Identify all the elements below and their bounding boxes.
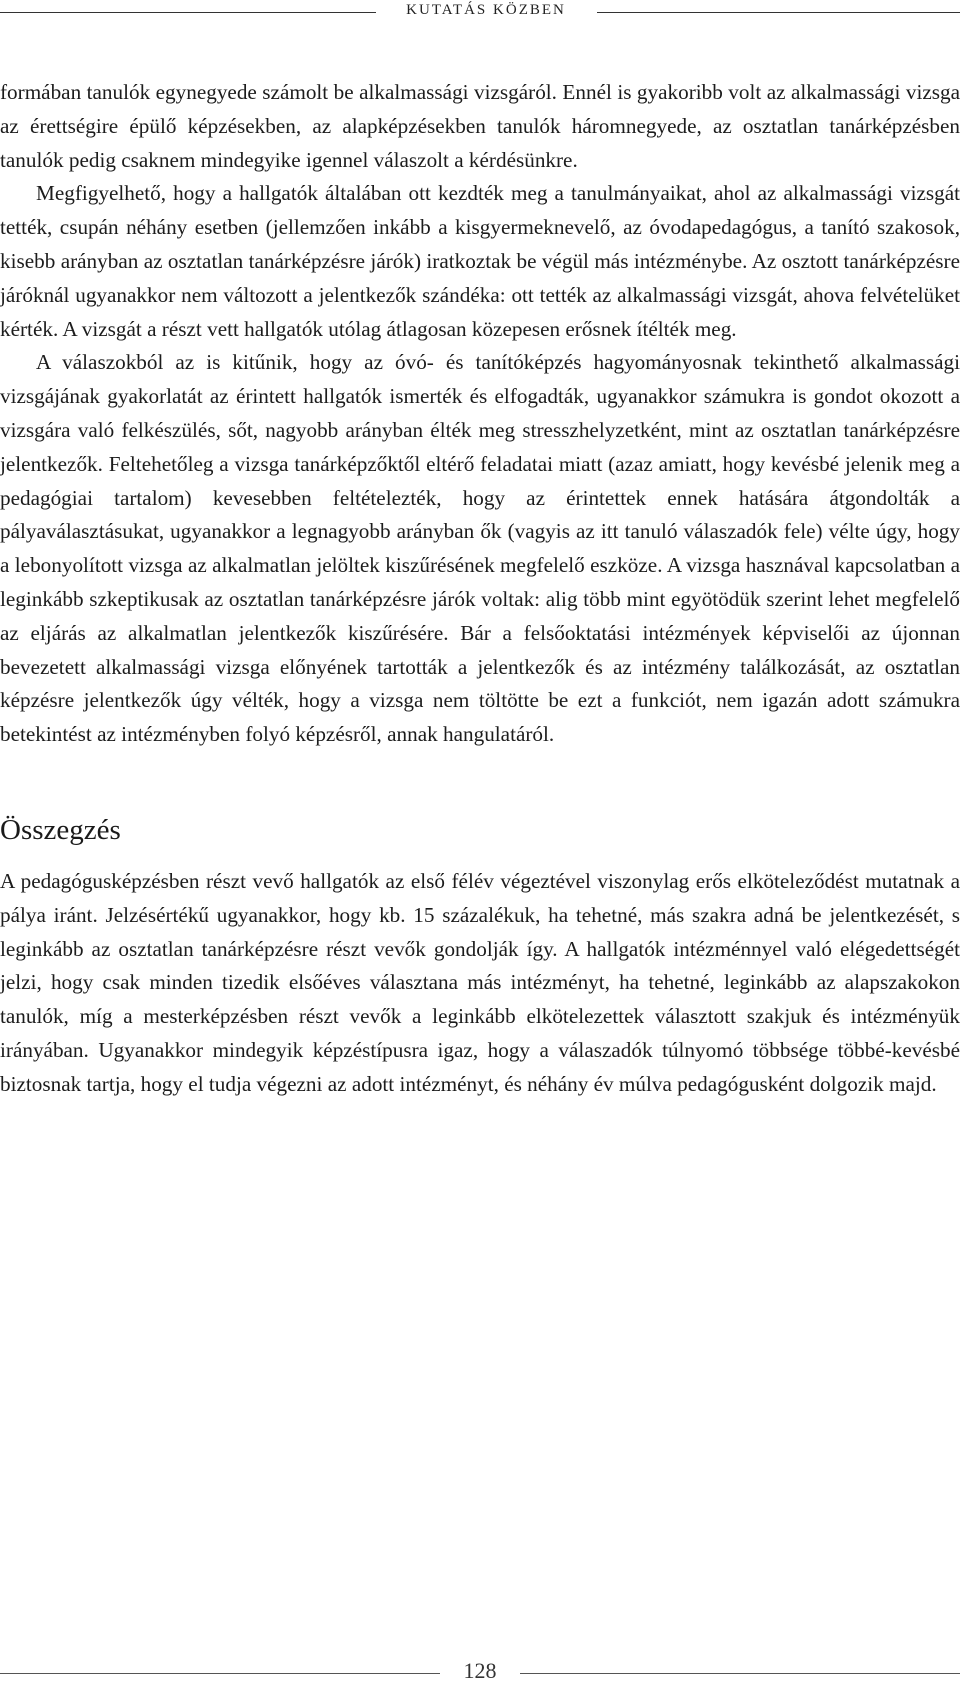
page-footer — [0, 1652, 960, 1688]
page-number: 128 — [463, 1658, 497, 1683]
section-title: Összegzés — [0, 813, 121, 846]
page-body — [0, 76, 960, 1102]
footer-rule-left — [0, 1673, 440, 1674]
header-rule-right — [597, 12, 960, 13]
footer-rule-right — [520, 1673, 960, 1674]
paragraph-3: A válaszokból az is kitűnik, hogy az óvó- és tanítóképzés hagyományosnak tekinthető alkalmassági vizsgájának gyakorlatát az érintett hallgatók ismerték és elfogadták, ugyanakkor számukra is gondot okozott a vizsgára való felkészülés, sőt, nagyobb arányban élték meg stresszhelyzetként, mint az osztatlan tanárképzésre jelentkezők. Feltehetőleg a vizsga tanárképzőktől eltérő feladatai miatt (azaz amiatt, hogy kevésbé jelenik meg a pedagógiai tartalom) kevesebben feltételezték, hogy az érintettek ennek hatására átgondolták a pályaválasztásukat, ugyanakkor a legnagyobb arányban ők (vagyis az itt tanuló válaszadók fele) vélte úgy, hogy a lebonyolított vizsga az alkalmatlan jelöltek kiszűrésének megfelelő eszköze. A vizsga hasznával kapcsolatban a leginkább szkeptikusak az osztatlan tanárképzésre járók voltak: alig több mint egyötödük szerint lehet megfelelő az eljárás az alkalmatlan jelentkezők kiszűrésére. Bár a felsőoktatási intézmények képviselői az újonnan bevezetett alkalmassági vizsga előnyének tartották a jelentkezők és az intézmény találkozását, az osztatlan képzésre jelentkezők úgy vélték, hogy a vizsga nem töltötte be ezt a funkciót, nem igazán adott számukra betekintést az intézményben folyó képzésről, annak hangulatáról. — [0, 350, 960, 747]
running-head — [0, 0, 960, 26]
paragraph-1: formában tanulók egynegyede számolt be alkalmassági vizsgáról. Ennél is gyakoribb volt az alkalmassági vizsga az érettségire épülő képzésekben, az alapképzésekben tanulók háromnegyede, az osztatlan tanárképzésben tanulók pedig csaknem mindegyike igennel válaszolt a kérdésünkre. — [0, 80, 960, 172]
running-title: KUTATÁS KÖZBEN — [406, 2, 566, 18]
paragraph-4: A pedagógusképzésben részt vevő hallgatók az első félév végeztével viszonylag erős elköteleződést mutatnak a pálya iránt. Jelzésértékű ugyanakkor, hogy kb. 15 százalékuk, ha tehetné, más szakra adná be jelentkezését, s leginkább az osztatlan tanárképzésre részt vevők gondolják így. A hallgatók intézménnyel való elégedettségét jelzi, hogy csak minden tizedik elsőéves választana más intézményt, ha tehetné, leginkább az alapszakokon tanulók, míg a mesterképzésben részt vevők a leginkább elkötelezettek választott szakjuk és intézményük irányában. Ugyanakkor mindegyik képzéstípusra igaz, hogy a válaszadók túlnyomó többsége többé-kevésbé biztosnak tartja, hogy el tudja végezni az adott intézményt, és néhány év múlva pedagógusként dolgozik majd. — [0, 868, 960, 1096]
header-rule-left — [0, 12, 376, 13]
paragraph-2: Megfigyelhető, hogy a hallgatók általában ott kezdték meg a tanulmányaikat, ahol az alkalmassági vizsgát tették, csupán néhány esetben (jellemzően inkább a kisgyermeknevelő, az óvodapedagógus, a tanító szakosok, kisebb arányban az osztatlan tanárképzésre járók) iratkoztak be végül más intézménybe. Az osztott tanárképzésre járóknál ugyanakkor nem változott a jelentkezők szándéka: ott tették az alkalmassági vizsgát, ahova felvételüket kérték. A vizsgát a részt vett hallgatók utólag átlagosan közepesen erősnek ítélték meg. — [0, 181, 960, 341]
